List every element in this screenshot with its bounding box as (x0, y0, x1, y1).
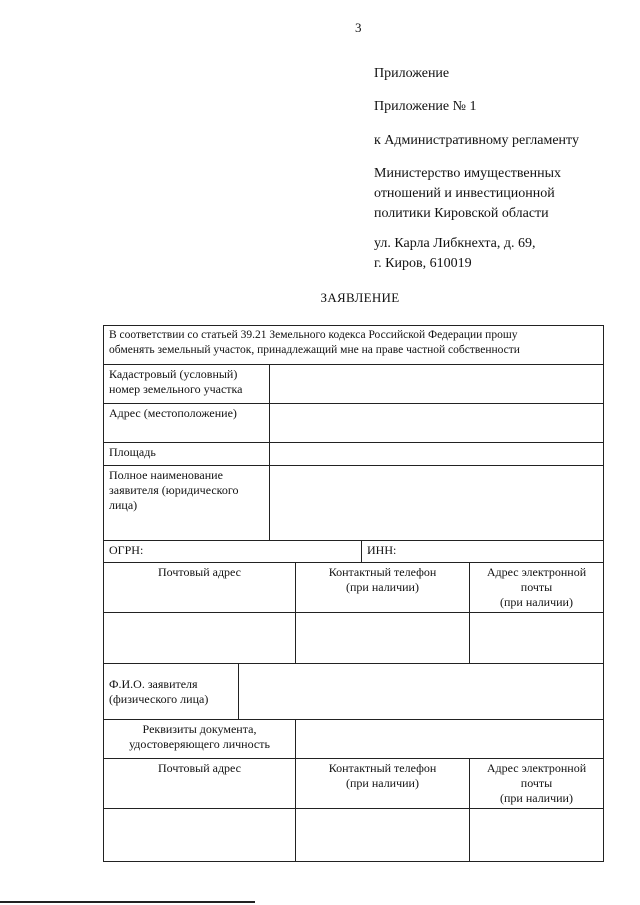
phone-header-line: Контактный телефон (328, 761, 437, 775)
phone-field-2[interactable] (296, 809, 470, 862)
ministry-address (374, 234, 535, 274)
ogrn-field[interactable] (104, 541, 362, 563)
email-header-line: Адрес электронной почты (486, 565, 587, 594)
phone-header-2 (296, 759, 470, 809)
cadastral-number-label (104, 365, 270, 404)
id-document-field[interactable] (296, 720, 604, 759)
email-header-line: (при наличии) (500, 595, 573, 609)
applicant-name-line: лица) (109, 498, 138, 512)
regulation-reference: к Административному регламенту (374, 133, 579, 148)
postal-address-field-2[interactable] (104, 809, 296, 862)
id-document-label (104, 720, 296, 759)
applicant-name-line: заявителя (юридического (109, 483, 239, 497)
applicant-name-line: Полное наименование (109, 468, 223, 482)
email-header-line: (при наличии) (500, 791, 573, 805)
email-field-2[interactable] (470, 809, 604, 862)
intro-line: обменять земельный участок, принадлежащий мне на праве частной собственности (109, 344, 520, 356)
ogrn-label: ОГРН: (109, 543, 144, 557)
email-header-2 (470, 759, 604, 809)
id-document-line: удостоверяющего личность (129, 737, 270, 751)
email-header-line: Адрес электронной почты (486, 761, 587, 790)
postal-address-header-2: Почтовый адрес (104, 759, 296, 809)
person-name-label (104, 664, 239, 720)
cadastral-line: Кадастровый (условный) (109, 367, 238, 381)
postal-address-field[interactable] (104, 613, 296, 664)
ministry-line: политики Кировской области (374, 206, 549, 221)
application-form (103, 325, 604, 862)
applicant-name-label (104, 466, 270, 541)
inn-field[interactable] (362, 541, 604, 563)
appendix-number: Приложение № 1 (374, 99, 477, 114)
address-field[interactable] (270, 404, 604, 443)
postal-address-header: Почтовый адрес (104, 563, 296, 613)
area-field[interactable] (270, 443, 604, 466)
ministry-name (374, 164, 561, 224)
phone-header (296, 563, 470, 613)
id-document-line: Реквизиты документа, (142, 722, 257, 736)
person-name-field[interactable] (239, 664, 604, 720)
phone-field[interactable] (296, 613, 470, 664)
intro-line: В соответствии со статьей 39.21 Земельного кодекса Российской Федерации прошу (109, 329, 518, 341)
phone-header-line: Контактный телефон (328, 565, 437, 579)
address-label: Адрес (местоположение) (104, 404, 270, 443)
phone-header-line: (при наличии) (346, 580, 419, 594)
email-field[interactable] (470, 613, 604, 664)
phone-header-line: (при наличии) (346, 776, 419, 790)
area-label: Площадь (104, 443, 270, 466)
intro-text (104, 326, 604, 365)
person-name-line: Ф.И.О. заявителя (109, 676, 198, 691)
person-name-line: (физического лица) (109, 691, 209, 706)
appendix-label: Приложение (374, 66, 450, 81)
cadastral-number-field[interactable] (270, 365, 604, 404)
email-header (470, 563, 604, 613)
footnote-divider (0, 901, 255, 903)
cadastral-line: номер земельного участка (109, 382, 243, 396)
document-title: ЗАЯВЛЕНИЕ (320, 290, 400, 305)
applicant-name-field[interactable] (270, 466, 604, 541)
page-number: 3 (355, 20, 362, 35)
address-line: г. Киров, 610019 (374, 256, 472, 271)
address-line: ул. Карла Либкнехта, д. 69, (374, 236, 536, 251)
inn-label: ИНН: (367, 543, 397, 557)
ministry-line: Министерство имущественных (374, 166, 561, 181)
ministry-line: отношений и инвестиционной (374, 186, 555, 201)
